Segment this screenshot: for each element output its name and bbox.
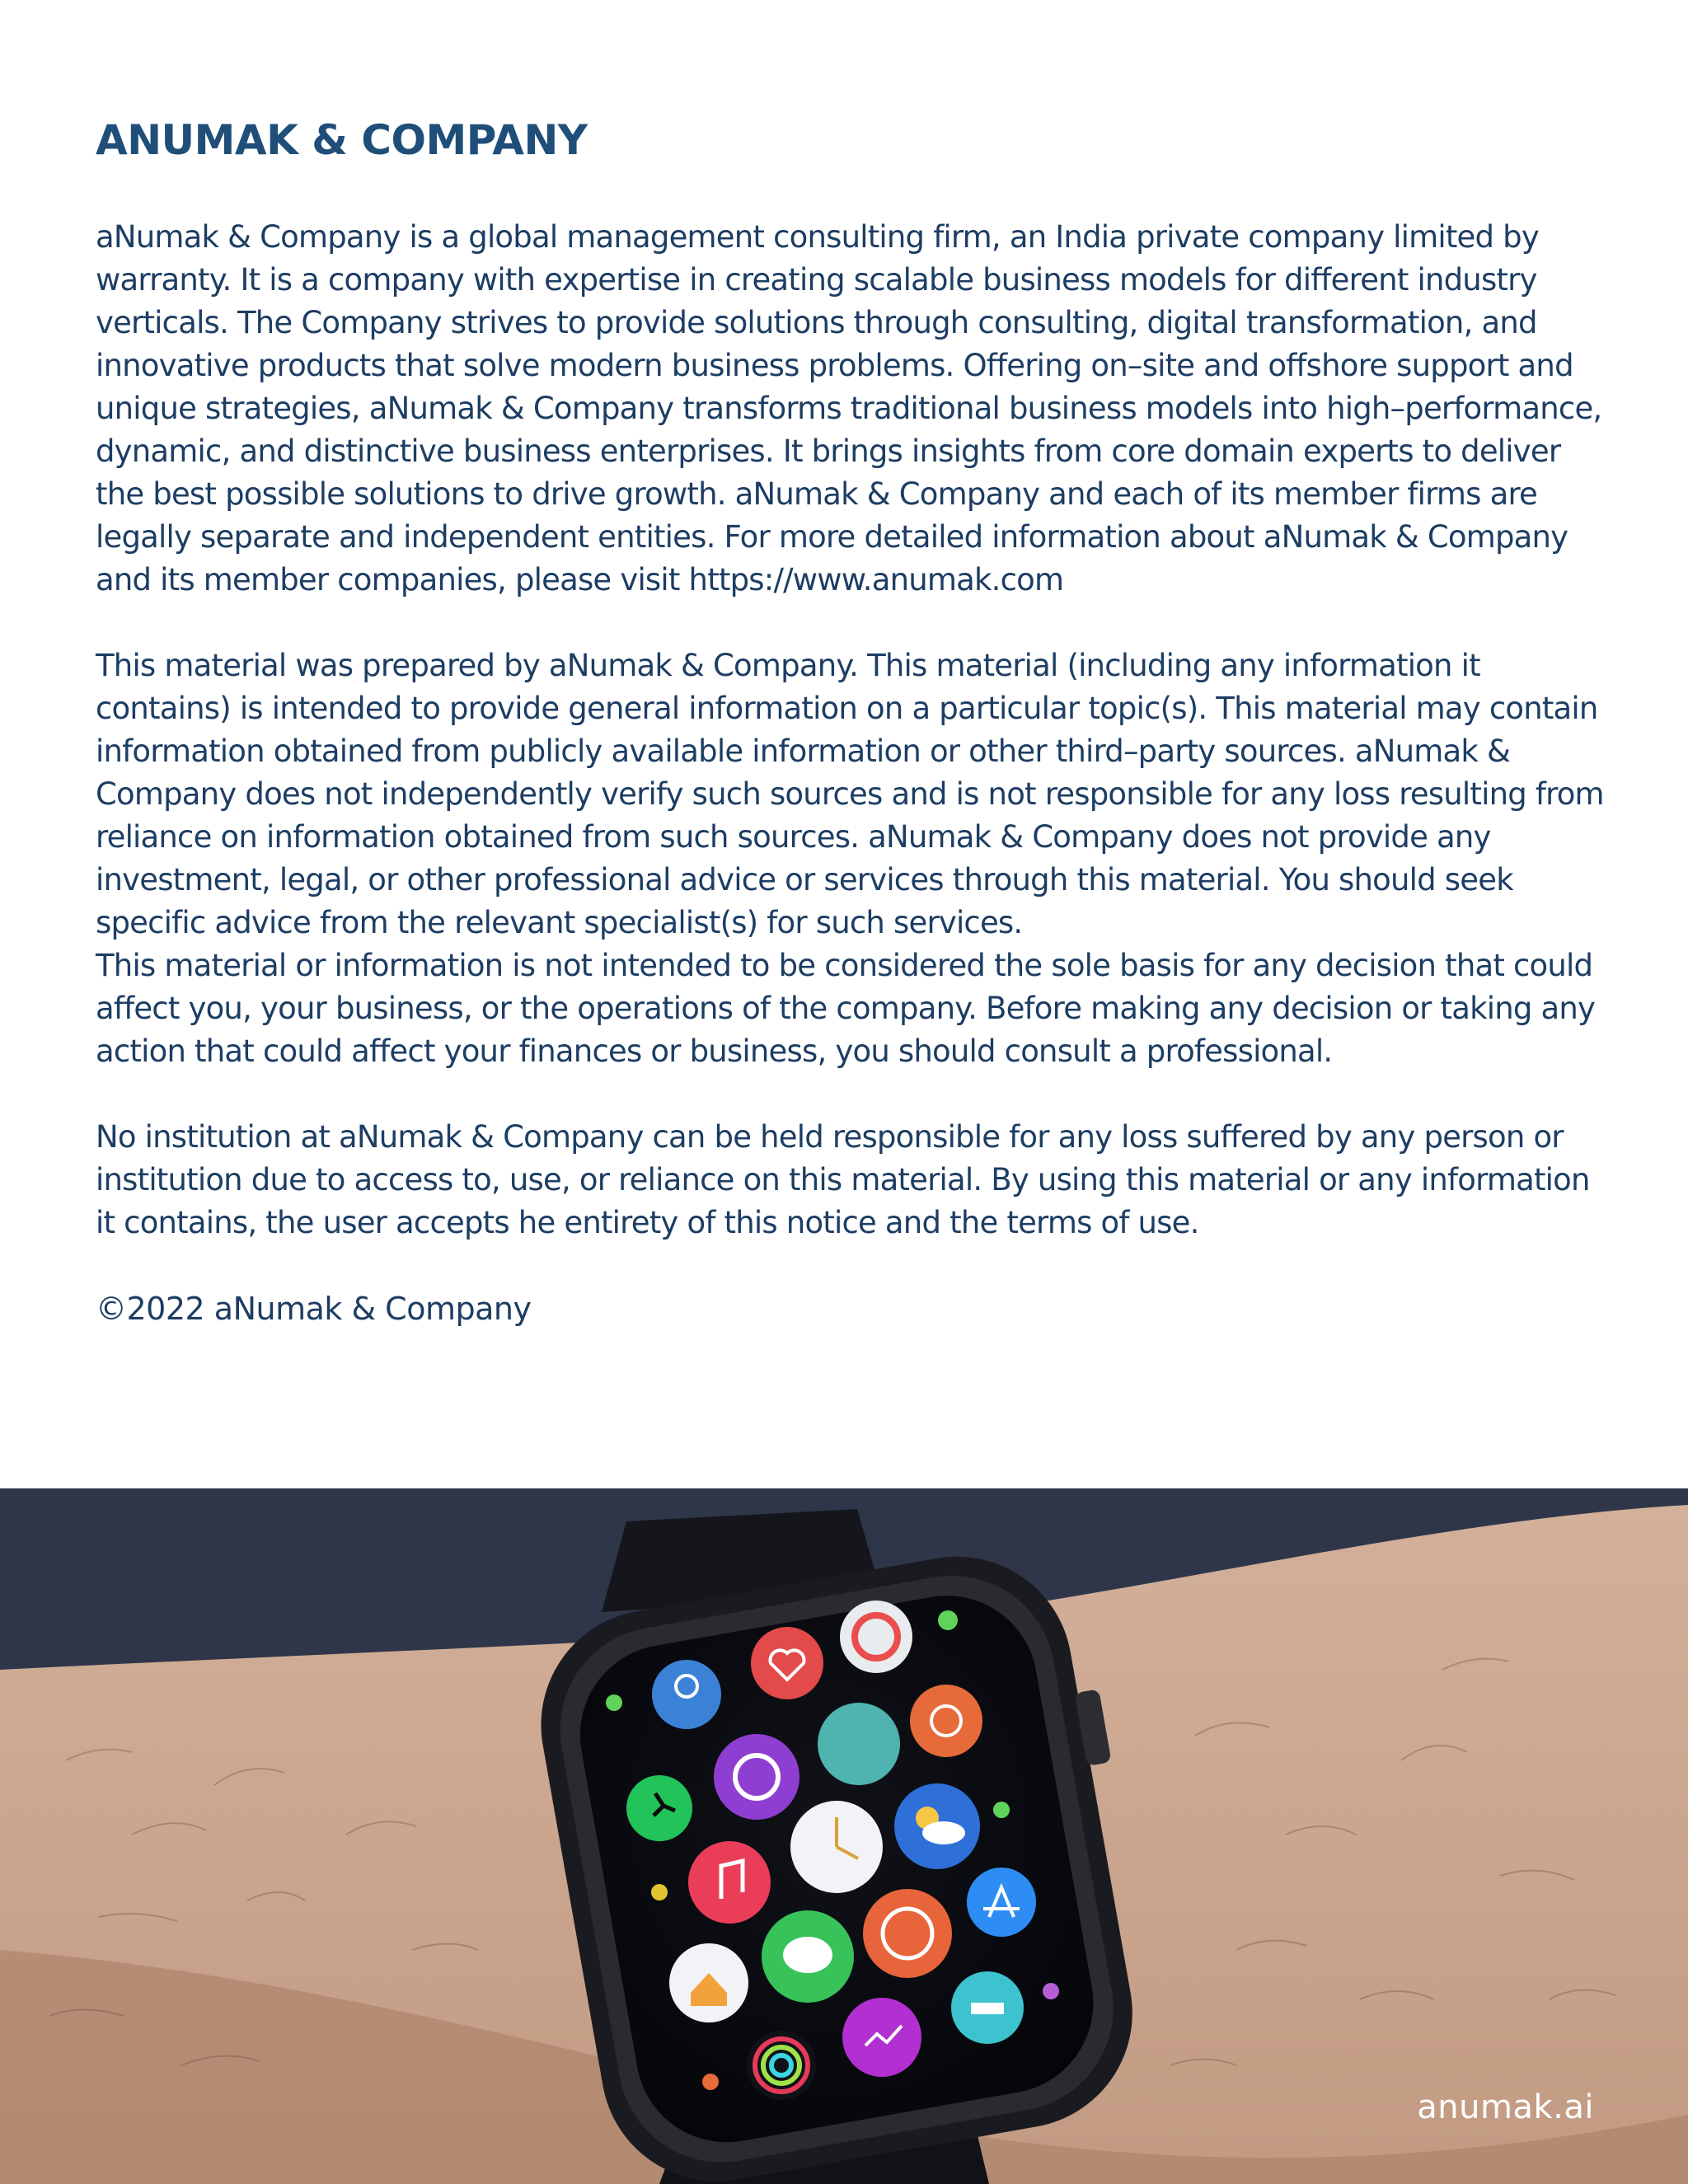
- activity-rings-icon: [840, 1601, 912, 1673]
- company-heading: ANUMAK & COMPANY: [96, 116, 588, 164]
- brand-watermark: anumak.ai: [1417, 2088, 1594, 2126]
- smartwatch-illustration: [0, 1488, 1688, 2184]
- liability-paragraph: No institution at aNumak & Company can be held responsible for any loss suffered by any person or institution due to access to, use, or reliance on this material. By using this material or any information it contains, the user accepts he entirety of this notice and the terms of use.: [96, 1119, 1590, 1240]
- material-disclaimer-paragraph: This material was prepared by aNumak & Company. This material (including any information it contains) is intended to provide general information on a particular topic(s). This material may contain information obtained from publicly available information or other third–party sources. aNumak & Company does not independently verify such sources and is not responsible for any loss resulting from reliance on information obtained from such sources. aNumak & Company does not provide any investment, legal, or other professional advice or services through this material. You should seek specific advice from the relevant specialist(s) for such services.: [96, 648, 1604, 940]
- about-paragraph: aNumak & Company is a global management consulting firm, an India private company limited by warranty. It is a company with expertise in creating scalable business models for different industry verticals. The Company strives to provide solutions through consulting, digital transformation, and innovative products that solve modern business problems. Offering on–site and offshore support and unique strategies, aNumak & Company transforms traditional business models into high–performance, dynamic, and distinctive business enterprises. It brings insights from core domain experts to deliver the best possible solutions to drive growth. aNumak & Company and each of its member firms are legally separate and independent entities. For more detailed information about aNumak & Company and its member companies, please visit https://www.anumak.com: [96, 219, 1602, 598]
- copyright-notice: ©2022 aNumak & Company: [96, 1291, 532, 1327]
- photos-icon: [818, 1703, 900, 1785]
- heart-icon: [751, 1627, 823, 1699]
- compass-icon: [910, 1685, 982, 1757]
- music-icon: [688, 1841, 771, 1924]
- contacts-icon: [652, 1660, 721, 1729]
- timer-icon: [863, 1889, 952, 1978]
- settings-gear-icon: [714, 1734, 799, 1820]
- app-store-icon: [967, 1868, 1036, 1937]
- document-body: [96, 115, 1604, 1330]
- smartwatch-photo: [0, 1488, 1688, 2184]
- decision-disclaimer-paragraph: This material or information is not intended to be considered the sole basis for any decision that could affect you, your business, or the operations of the company. Before making any decision or taking any action that could affect your finances or business, you should consult a professional.: [96, 948, 1596, 1069]
